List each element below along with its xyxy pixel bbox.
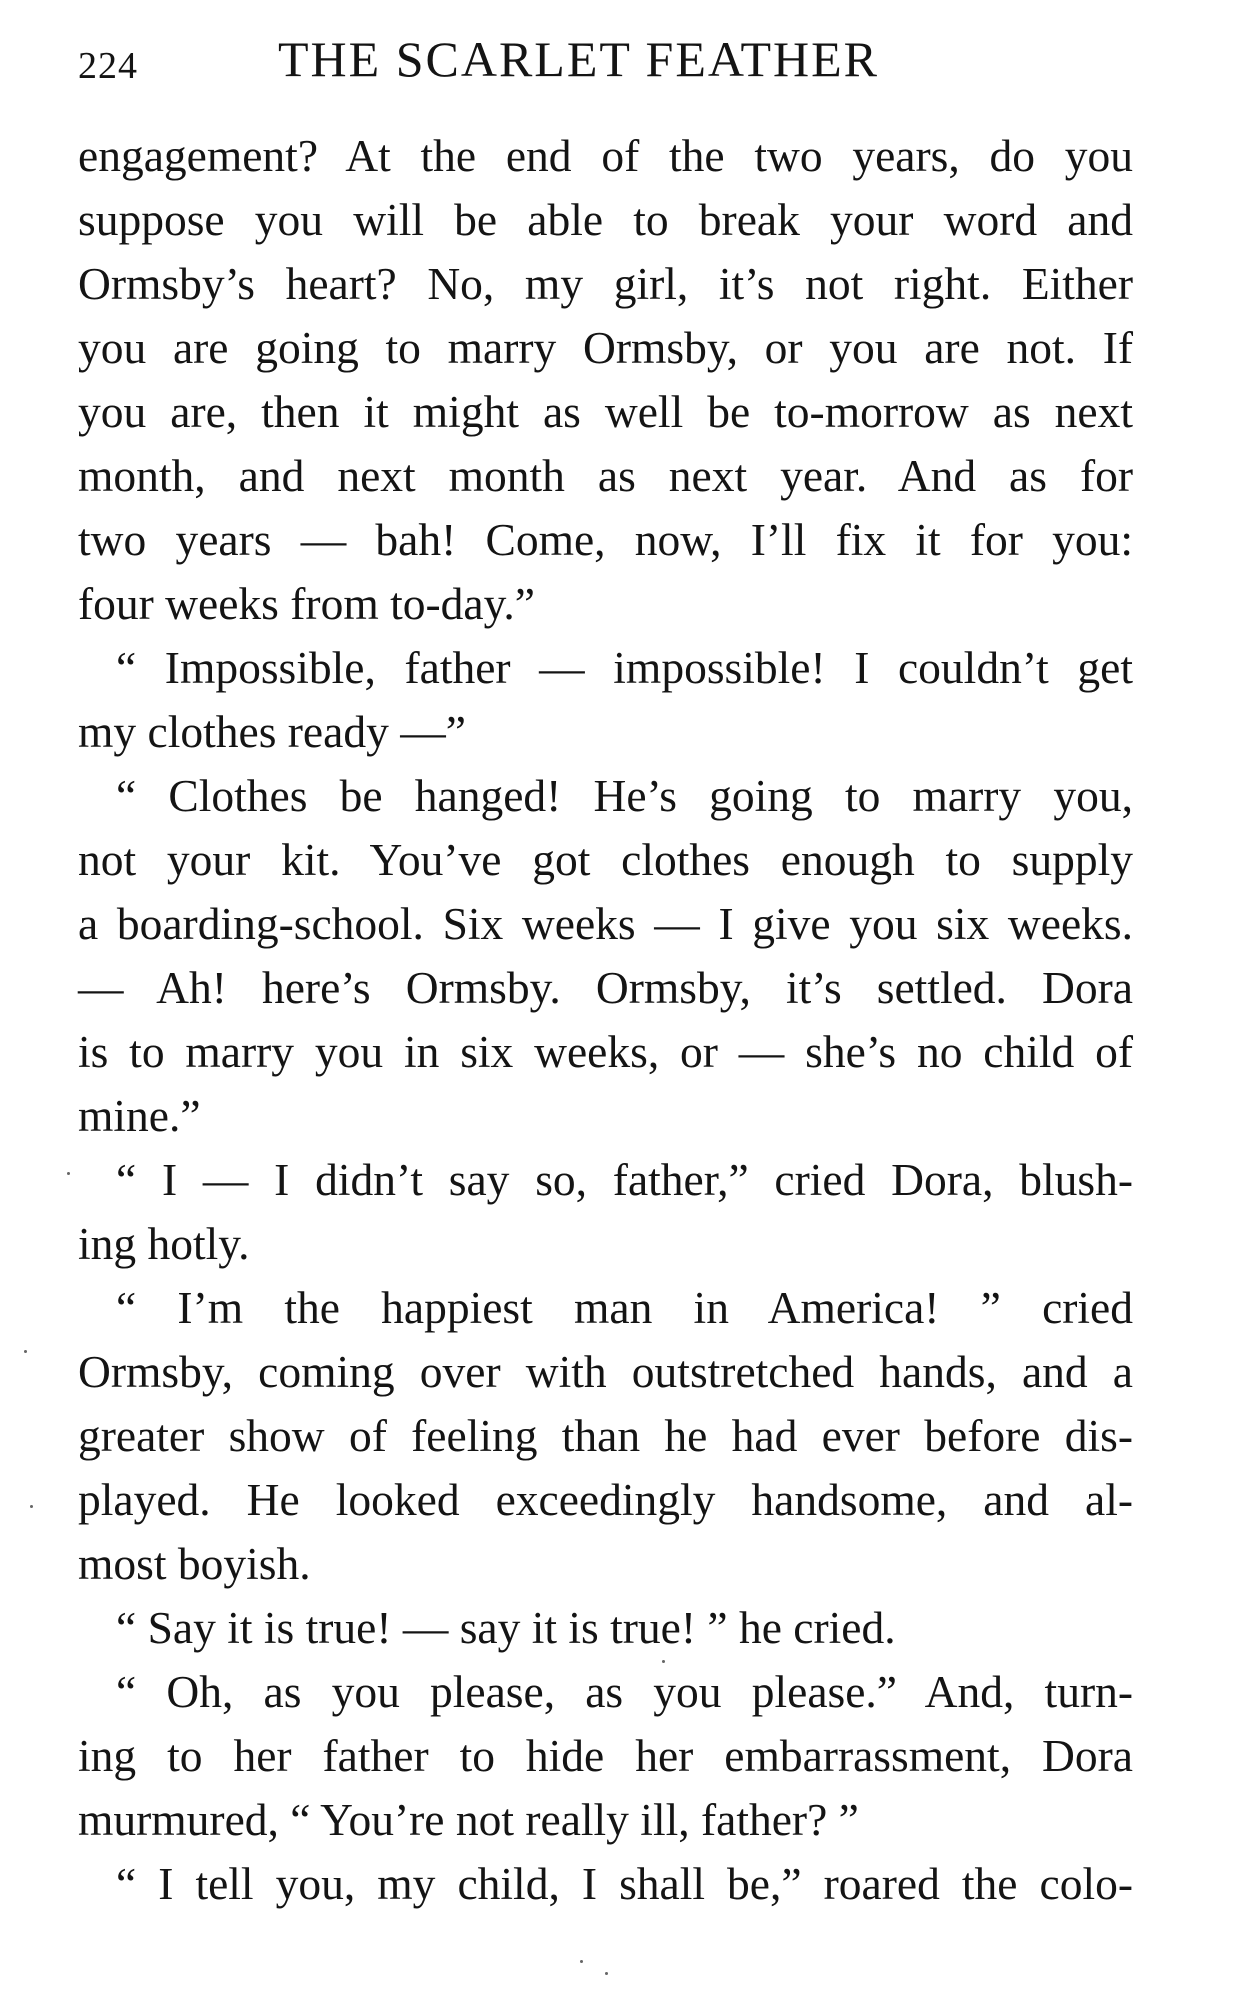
text-line: Ormsby’s heart? No, my girl, it’s not right. Either — [78, 258, 1133, 309]
running-head — [78, 30, 1138, 90]
text-line: four weeks from to-day.” — [78, 578, 535, 629]
scan-speck — [24, 1350, 27, 1353]
text-line: month, and next month as next year. And as for — [78, 450, 1133, 501]
text-line: you are going to marry Ormsby, or you are not. If — [78, 322, 1133, 373]
text-line: you are, then it might as well be to-morrow as next — [78, 386, 1133, 437]
text-line: ing hotly. — [78, 1218, 250, 1269]
text-line: “ I — I didn’t say so, father,” cried Dora, blush- — [116, 1154, 1133, 1205]
text-line: — Ah! here’s Ormsby. Ormsby, it’s settled. Dora — [78, 962, 1133, 1013]
text-line: not your kit. You’ve got clothes enough to supply — [78, 834, 1133, 885]
text-line: “ Impossible, father — impossible! I couldn’t get — [116, 642, 1133, 693]
text-line: “ Oh, as you please, as you please.” And, turn- — [116, 1666, 1133, 1717]
text-line: is to marry you in six weeks, or — she’s no child of — [78, 1026, 1133, 1077]
text-line: most boyish. — [78, 1538, 311, 1589]
text-line: “ Clothes be hanged! He’s going to marry you, — [116, 770, 1133, 821]
body-text — [78, 124, 1133, 1916]
text-line: Ormsby, coming over with outstretched hands, and a — [78, 1346, 1133, 1397]
scan-speck — [605, 1972, 608, 1975]
text-line: mine.” — [78, 1090, 201, 1141]
scan-speck — [662, 1660, 665, 1663]
text-line: two years — bah! Come, now, I’ll fix it for you: — [78, 514, 1133, 565]
scan-speck — [580, 1960, 583, 1963]
text-line: a boarding-school. Six weeks — I give you six weeks. — [78, 898, 1133, 949]
text-line: suppose you will be able to break your word and — [78, 194, 1133, 245]
text-line: murmured, “ You’re not really ill, father? ” — [78, 1794, 859, 1845]
running-title: THE SCARLET FEATHER — [278, 31, 879, 87]
text-line: “ Say it is true! — say it is true! ” he cried. — [116, 1602, 896, 1653]
text-line: ing to her father to hide her embarrassment, Dora — [78, 1730, 1133, 1781]
text-line: my clothes ready —” — [78, 706, 466, 757]
text-line: engagement? At the end of the two years, do you — [78, 130, 1133, 181]
text-line: played. He looked exceedingly handsome, and al- — [78, 1474, 1133, 1525]
text-line: “ I tell you, my child, I shall be,” roared the colo- — [116, 1858, 1133, 1909]
text-line: greater show of feeling than he had ever before dis- — [78, 1410, 1133, 1461]
scan-speck — [30, 1505, 33, 1508]
page-number: 224 — [78, 45, 138, 87]
text-line: “ I’m the happiest man in America! ” cried — [116, 1282, 1133, 1333]
scan-speck — [67, 1172, 70, 1175]
